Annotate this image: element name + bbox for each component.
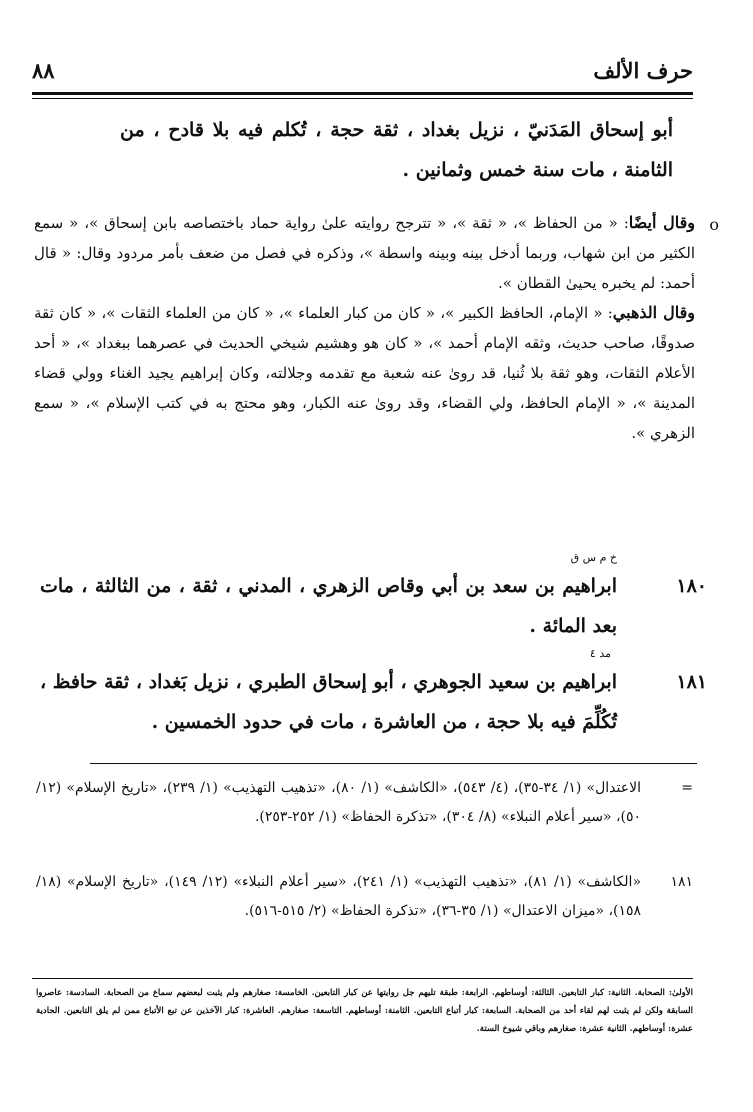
tabaqat-note: الأولىٰ: الصحابة. الثانية: كبار التابعين. الثالثة: أوساطهم. الرابعة: طبقة تليهم جل روايتها عن كبار التابعين. الخامسة: صغارهم ولم يثبت لبعضهم سماع من الصحابة. السادسة: عاصروا السابقة ولكن لم يثبت لهم لقاء أحد من الصحابة. السابعة: كبار أتباع التابعين. الثامنة: أوساطهم. التاسعة: صغارهم. العاشرة: كبار الآخذين عن تبع الأتباع ممن لم يلق التابعين. الحادية عشرة: أوساطهم. الثانية عشرة: صغارهم وباقي شيوخ الستة. xyxy=(36,988,693,1034)
page-number: ٨٨ xyxy=(32,58,55,83)
footnote-text: الاعتدال» (١/ ٣٤-٣٥)، (٤/ ٥٤٣)، «الكاشف» (١/ ٨٠)، «تذهيب التهذيب» (١/ ٢٣٩)، «تاريخ الإسلام» (١٢/ ٥٠)، «سير أعلام النبلاء» (٨/ ٣٠٤)، «تذكرة الحفاظ» (١/ ٢٥٢-٢٥٣). xyxy=(36,780,641,825)
header-rule-thick xyxy=(32,92,693,95)
footnote-continued xyxy=(36,774,693,832)
entry-text: ابراهيم بن سعد بن أبي وقاص الزهري ، المدني ، ثقة ، من الثالثة ، مات بعد المائة . xyxy=(40,575,617,637)
page-header xyxy=(32,58,693,88)
note-lead-2: وقال الذهبي xyxy=(612,303,695,322)
entry-number: ١٨١ xyxy=(676,671,707,693)
footnote-separator xyxy=(90,763,697,764)
entry-symbols: خ م س ق xyxy=(570,551,617,564)
entry-181 xyxy=(40,647,707,742)
note-text-2: : « الإمام، الحافظ الكبير »، « كان من كبار العلماء »، « كان من العلماء الثقات »، « كان ثقة صدوقًا، صاحب حديث، وثقه الإمام أحمد »، « كان هو وهشيم شيخي الحديث في عصرهما ببغداد »، « أحد الأعلام الثقات، وهو ثقة بلا ثُنيا، قد روىٰ عنه شعبة مع تقدمه وجلالته، وكان إبراهيم يجيد الغناء وولي قضاء المدينة »، « الإمام الحافظ، ولي القضاء، وقد روىٰ عنه الكبار، وهو محتج به في كتب الإسلام »، « سمع الزهري ». xyxy=(34,304,695,442)
tabaqat-separator xyxy=(32,978,693,979)
commentary-note xyxy=(34,208,719,448)
header-rule-thin xyxy=(32,98,693,99)
note-lead-1: وقال أيضًا xyxy=(628,213,696,232)
entry-180 xyxy=(40,551,707,646)
chapter-title: حرف الألف xyxy=(593,58,693,83)
footnote-text: «الكاشف» (١/ ٨١)، «تذهيب التهذيب» (١/ ٢٤١)، «سير أعلام النبلاء» (١٢/ ١٤٩)، «تاريخ الإسلام» (١٨/ ١٥٨)، «ميزان الاعتدال» (١/ ٣٥-٣٦)، «تذكرة الحفاظ» (٢/ ٥١٥-٥١٦). xyxy=(36,874,642,919)
entry-continuation: أبو إسحاق المَدَنيّ ، نزيل بغداد ، ثقة حجة ، تُكلم فيه بلا قادح ، من الثامنة ، مات سنة خمس وثمانين . xyxy=(120,119,673,181)
footnote-marker: ١٨١ xyxy=(670,874,693,890)
note-bullet: o xyxy=(709,215,719,234)
entry-symbols: مد ٤ xyxy=(589,647,611,660)
footnote-181 xyxy=(36,868,693,926)
note-text-1: : « من الحفاظ »، « ثقة »، « تترجح روايته علىٰ رواية حماد باختصاصه بابن إسحاق »، « سمع الكثير من ابن شهاب، وربما أدخل بينه وبينه واسطة »، وذكره في فصل من ضعف بأمر مردود وقال: « قال أحمد: لم يخبره يحيىٰ القطان ». xyxy=(34,214,695,292)
footnote-marker: = xyxy=(681,780,693,796)
entry-number: ١٨٠ xyxy=(676,575,707,597)
entry-text: ابراهيم بن سعيد الجوهري ، أبو إسحاق الطبري ، نزيل بَغداد ، ثقة حافظ ، تُكُلِّمَ فيه بلا حجة ، من العاشرة ، مات في حدود الخمسين . xyxy=(40,671,617,733)
